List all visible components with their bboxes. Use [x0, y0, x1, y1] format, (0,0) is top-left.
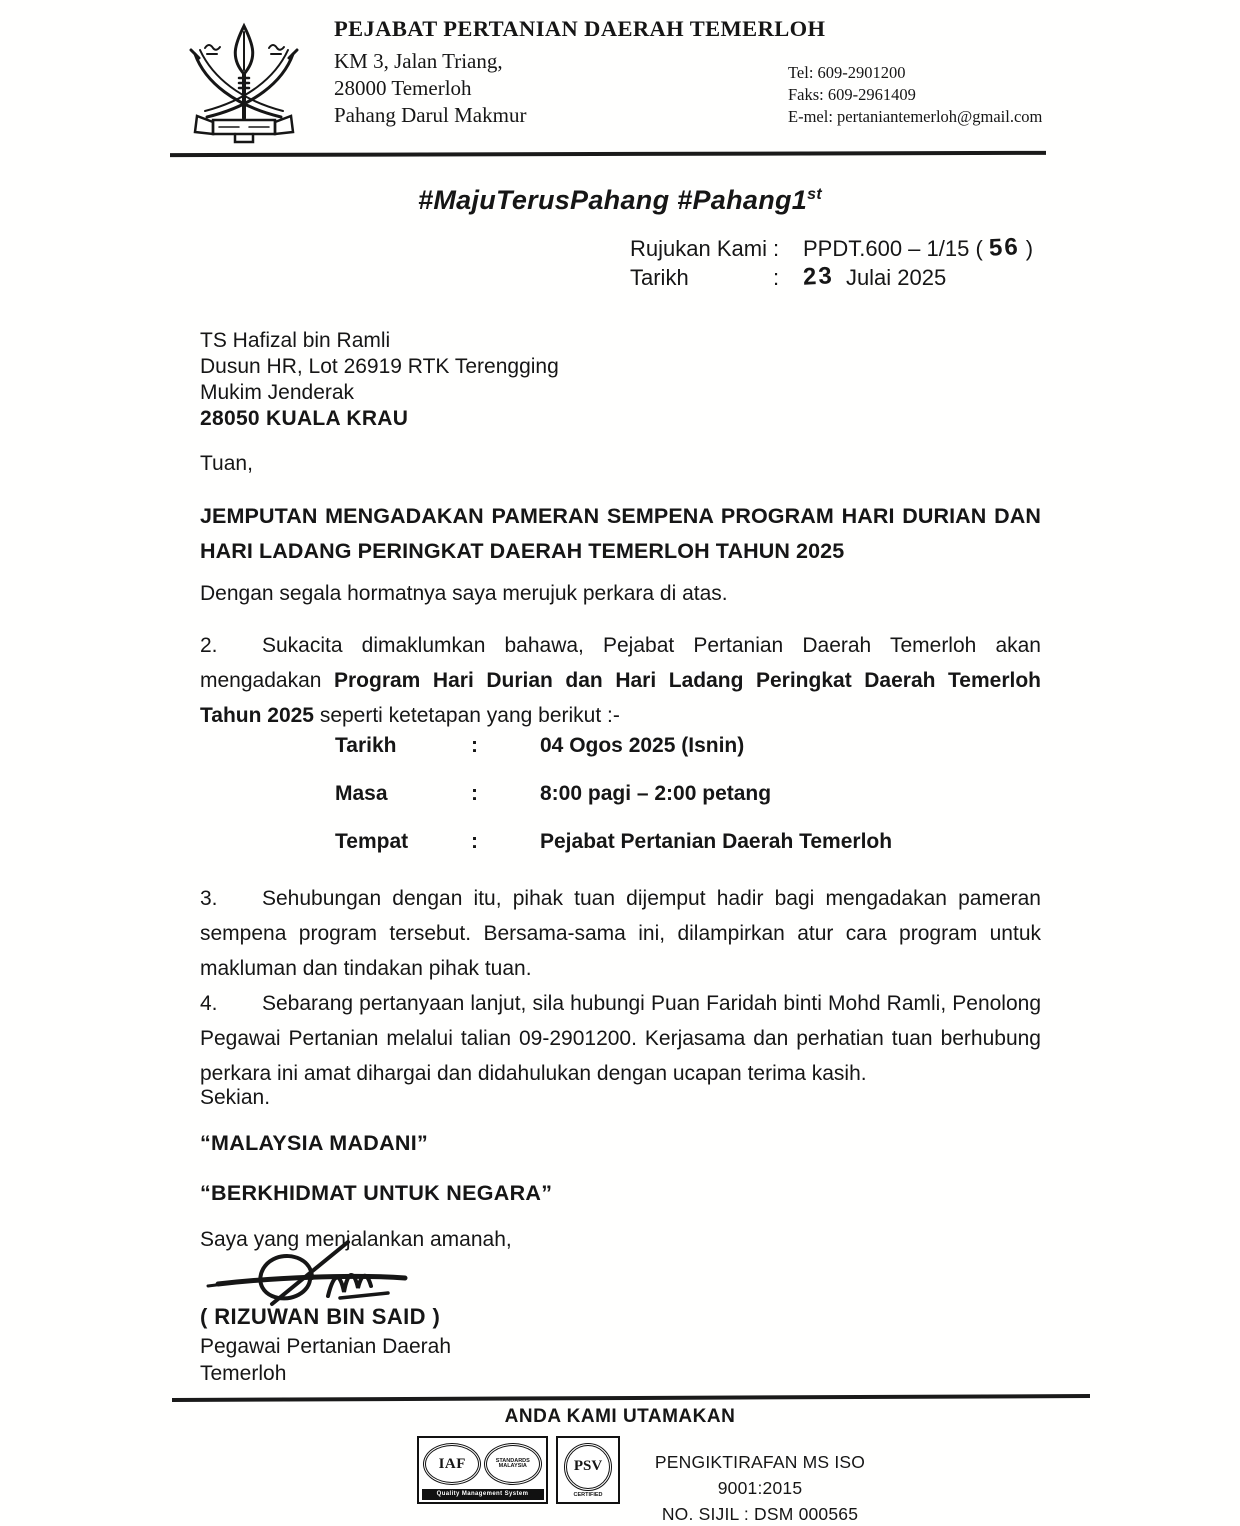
detail-value: 04 Ogos 2025 (Isnin): [540, 734, 745, 757]
reference-row: [630, 234, 1033, 263]
psv-sub-label: CERTIFIED: [573, 1491, 603, 1498]
standards-sub-label: MALAYSIA: [498, 1463, 527, 1469]
paragraph-number: 2.: [200, 634, 218, 657]
slogan-malaysia-madani: “MALAYSIA MADANI”: [200, 1131, 429, 1155]
reference-label: Rujukan Kami: [630, 236, 767, 261]
recipient-address-line: Mukim Jenderak: [200, 381, 355, 404]
signatory-name: ( RIZUWAN BIN SAID ): [200, 1304, 441, 1329]
hashtag-text: #MajuTerusPahang #Pahang1: [418, 185, 808, 215]
event-details-table: [335, 729, 892, 873]
reference-value-pre: PPDT.600 – 1/15 (: [803, 236, 983, 261]
recipient-city: 28050 KUALA KRAU: [200, 407, 409, 430]
date-month-year: Julai 2025: [845, 265, 947, 290]
org-address-line: 28000 Temerloh: [334, 76, 472, 100]
cert-line-1: PENGIKTIRAFAN MS ISO 9001:2015: [654, 1452, 866, 1498]
pahang-crest-emblem: [183, 20, 305, 153]
recipient-address-block: [200, 328, 559, 432]
standards-label: STANDARDS: [495, 1458, 530, 1464]
detail-label: Tempat: [335, 830, 409, 853]
org-address-line: Pahang Darul Makmur: [334, 103, 527, 127]
date-value: [803, 263, 946, 292]
signatory-block: [200, 1303, 451, 1387]
subject-line-2: HARI LADANG PERINGKAT DAERAH TEMERLOH TAHUN 2025: [200, 539, 845, 563]
hashtag-superscript: st: [807, 186, 822, 203]
qms-bar-label: Quality Management System: [422, 1489, 544, 1500]
detail-row-masa: [335, 777, 892, 810]
detail-colon: :: [471, 734, 478, 757]
signature-icon: [200, 1238, 460, 1310]
org-address-line: KM 3, Jalan Triang,: [334, 49, 503, 73]
reference-value: [803, 234, 1033, 263]
recipient-name: TS Hafizal bin Ramli: [200, 329, 391, 352]
signatory-title: Temerloh: [200, 1362, 287, 1385]
crest-icon: [183, 20, 305, 148]
subject-heading: [200, 499, 1041, 569]
certification-badge-qms: [417, 1436, 548, 1504]
subject-line-1: JEMPUTAN MENGADAKAN PAMERAN SEMPENA PROGRAM HARI DURIAN DAN: [200, 504, 1041, 528]
date-colon: :: [773, 265, 780, 290]
psv-label: PSV: [573, 1458, 603, 1474]
paragraph-2-text: Sukacita dimaklumkan bahawa, Pejabat Pertanian Daerah Temerloh akan mengadakan: [200, 634, 1041, 692]
handwritten-date-day: 23: [802, 262, 835, 291]
paragraph-4-text: Sebarang pertanyaan lanjut, sila hubungi Puan Faridah binti Mohd Ramli, Penolong Pegawai Pertanian melalui talian 09-2901200. Kerjasama dan perhatian tuan berhubung perkara ini amat dihargai dan didahulukan dengan ucapan terima kasih.: [200, 992, 1041, 1085]
email-line: E-mel: pertaniantemerloh@gmail.com: [788, 107, 1043, 126]
fax-line: Faks: 609-2961409: [788, 85, 916, 104]
date-row: [630, 263, 1033, 292]
slogan-berkhidmat: “BERKHIDMAT UNTUK NEGARA”: [200, 1181, 553, 1205]
badge-ovals: [422, 1441, 543, 1487]
paragraph-4: [200, 986, 1041, 1091]
iaf-label: IAF: [438, 1455, 466, 1472]
footer-divider: [172, 1394, 1090, 1402]
reference-value-post: ): [1025, 236, 1034, 261]
standards-malaysia-badge-icon: [484, 1443, 542, 1485]
signatory-title: Pegawai Pertanian Daerah: [200, 1335, 451, 1358]
phone-line: Tel: 609-2901200: [788, 63, 906, 82]
letterhead-org-block: [334, 16, 825, 129]
intro-paragraph: Dengan segala hormatnya saya merujuk perkara di atas.: [200, 582, 728, 605]
psv-badge-icon: [564, 1443, 612, 1491]
detail-value: Pejabat Pertanian Daerah Temerloh: [540, 830, 893, 853]
cert-line-2: NO. SIJIL : DSM 000565: [661, 1504, 859, 1524]
certification-badge-psv: [556, 1436, 620, 1504]
paragraph-2: [200, 628, 1041, 733]
paragraph-2-text-end: seperti ketetapan yang berikut :-: [313, 704, 620, 727]
paragraph-2-bold-text: Program Hari Durian dan Hari Ladang Peringkat Daerah Temerloh Tahun 2025: [200, 669, 1041, 727]
letterhead-contact-block: [788, 62, 1042, 128]
org-name: PEJABAT PERTANIAN DAERAH TEMERLOH: [334, 16, 826, 41]
detail-colon: :: [471, 782, 478, 805]
paragraph-3-text: Sehubungan dengan itu, pihak tuan dijemput hadir bagi mengadakan pameran sempena program tersebut. Bersama-sama ini, dilampirkan atur cara program untuk makluman dan tindakan pihak tuan.: [200, 887, 1041, 980]
state-hashtag-slogan: [0, 185, 1240, 216]
detail-row-tempat: [335, 825, 892, 858]
detail-colon: :: [471, 830, 478, 853]
detail-label: Tarikh: [335, 734, 397, 757]
detail-value: 8:00 pagi – 2:00 petang: [540, 782, 772, 805]
paragraph-number: 4.: [200, 992, 218, 1015]
iaf-badge-icon: [423, 1443, 481, 1485]
date-label: Tarikh: [630, 265, 689, 290]
paragraph-number: 3.: [200, 887, 218, 910]
detail-label: Masa: [335, 782, 388, 805]
iso-certification-text: [620, 1449, 900, 1526]
salutation: Tuan,: [200, 452, 253, 475]
reference-block: [630, 234, 1033, 292]
closing-word: Sekian.: [200, 1086, 271, 1109]
reference-colon: :: [773, 236, 780, 261]
paragraph-3: [200, 881, 1041, 986]
detail-row-tarikh: [335, 729, 892, 762]
handwritten-ref-number: 56: [988, 233, 1021, 262]
footer-motto: ANDA KAMI UTAMAKAN: [504, 1406, 736, 1427]
recipient-address-line: Dusun HR, Lot 26919 RTK Terengging: [200, 355, 559, 378]
valediction: Saya yang menjalankan amanah,: [200, 1228, 512, 1251]
